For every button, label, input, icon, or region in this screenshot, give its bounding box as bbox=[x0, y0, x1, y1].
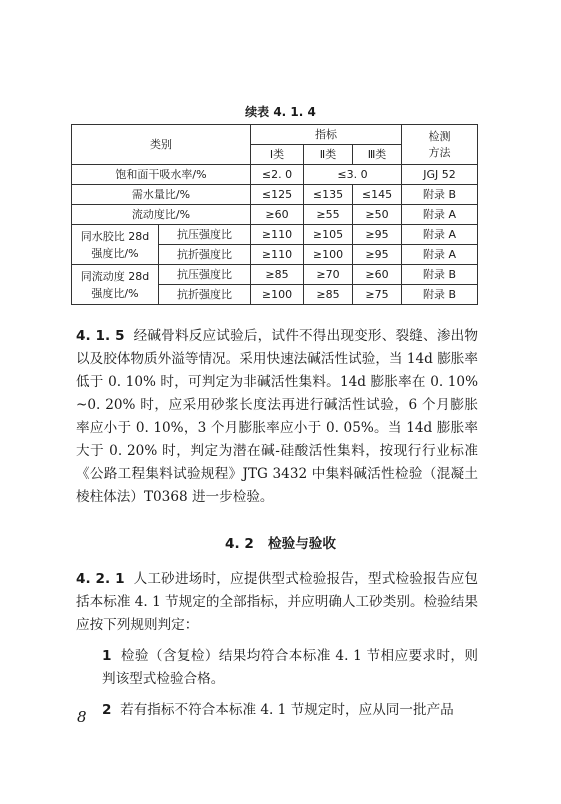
header-method-text: 检测 方法 bbox=[428, 129, 451, 159]
clause-text: 经碱骨料反应试验后，试件不得出现变形、裂缝、渗出物以及胶体物质外溢等情况。采用快速法碱活性试验，当 14d 膨胀率低于 0. 10% 时，可判定为非碱活性集料。14d 膨胀率在 0. 10% ~0. 20% 时，应采用砂浆长度法再进行碱活性试验，6 个月膨胀率应小于 0. 10%，3 个月膨胀率应小于 0. 05%。当 14d 膨胀率大于 0. 20% 时，判定为潜在碱-硅酸活性集料，按现行行业标准《公路工程集料试验规程》JTG 3432 中集料碱活性检验（混凝土棱柱体法）T0368 进一步检验。 bbox=[76, 328, 479, 505]
row-sublabel: 抗压强度比 bbox=[159, 225, 251, 245]
row-label: 流动度比/% bbox=[72, 205, 251, 225]
header-method bbox=[402, 125, 478, 165]
item-number: 2 bbox=[102, 702, 112, 718]
cell-class-3: ≥95 bbox=[353, 225, 402, 245]
cell-class-3: ≥50 bbox=[353, 205, 402, 225]
section-number: 4. 2 bbox=[225, 536, 254, 552]
list-item bbox=[76, 699, 478, 722]
table-caption: 续表 4. 1. 4 bbox=[245, 105, 316, 119]
cell-class-2: ≥100 bbox=[304, 245, 353, 265]
cell-class-2-3: ≤3. 0 bbox=[304, 165, 402, 185]
cell-method: 附录 A bbox=[402, 205, 478, 225]
cell-method: 附录 A bbox=[402, 245, 478, 265]
item-text: 检验（含复检）结果均符合本标准 4. 1 节相应要求时，则判该型式检验合格。 bbox=[102, 648, 478, 687]
cell-class-1: ≥110 bbox=[251, 245, 304, 265]
cell-method: 附录 B bbox=[402, 265, 478, 285]
cell-class-1: ≤125 bbox=[251, 185, 304, 205]
header-indicator: 指标 bbox=[251, 125, 402, 145]
cell-class-1: ≤2. 0 bbox=[251, 165, 304, 185]
row-label: 饱和面干吸水率/% bbox=[72, 165, 251, 185]
cell-class-1: ≥110 bbox=[251, 225, 304, 245]
cell-class-2: ≥55 bbox=[304, 205, 353, 225]
spec-table bbox=[71, 124, 478, 305]
table-row bbox=[72, 205, 478, 225]
header-category: 类别 bbox=[72, 125, 251, 165]
header-class-3: Ⅲ类 bbox=[353, 145, 402, 165]
row-label: 需水量比/% bbox=[72, 185, 251, 205]
row-sublabel: 抗压强度比 bbox=[159, 265, 251, 285]
group-label-text: 同流动度 28d 强度比/% bbox=[80, 269, 150, 300]
section-title: 检验与验收 bbox=[268, 536, 336, 552]
cell-method: 附录 A bbox=[402, 225, 478, 245]
header-class-1: Ⅰ类 bbox=[251, 145, 304, 165]
page-number: 8 bbox=[77, 708, 87, 726]
cell-class-1: ≥85 bbox=[251, 265, 304, 285]
cell-method: 附录 B bbox=[402, 185, 478, 205]
clause-4-2-1 bbox=[76, 568, 478, 722]
cell-class-3: ≥95 bbox=[353, 245, 402, 265]
row-sublabel: 抗折强度比 bbox=[159, 285, 251, 305]
cell-class-3: ≥60 bbox=[353, 265, 402, 285]
row-sublabel: 抗折强度比 bbox=[159, 245, 251, 265]
clause-4-1-5 bbox=[76, 325, 478, 509]
table-row bbox=[72, 225, 478, 245]
cell-class-2: ≥70 bbox=[304, 265, 353, 285]
cell-method: 附录 B bbox=[402, 285, 478, 305]
cell-class-3: ≥75 bbox=[353, 285, 402, 305]
item-number: 1 bbox=[102, 648, 112, 664]
group-label bbox=[72, 225, 159, 265]
list-item bbox=[76, 645, 478, 691]
cell-class-1: ≥60 bbox=[251, 205, 304, 225]
clause-text: 人工砂进场时，应提供型式检验报告，型式检验报告应包括本标准 4. 1 节规定的全部指标，并应明确人工砂类别。检验结果应按下列规则判定： bbox=[76, 571, 479, 633]
group-label-text: 同水胶比 28d 强度比/% bbox=[80, 229, 150, 260]
header-class-2: Ⅱ类 bbox=[304, 145, 353, 165]
cell-method: JGJ 52 bbox=[402, 165, 478, 185]
cell-class-2: ≤135 bbox=[304, 185, 353, 205]
clause-number: 4. 2. 1 bbox=[76, 571, 125, 587]
group-label bbox=[72, 265, 159, 305]
section-heading bbox=[0, 532, 561, 552]
table-row bbox=[72, 185, 478, 205]
cell-class-2: ≥105 bbox=[304, 225, 353, 245]
item-text: 若有指标不符合本标准 4. 1 节规定时，应从同一批产品 bbox=[120, 702, 454, 718]
cell-class-1: ≥100 bbox=[251, 285, 304, 305]
cell-class-2: ≥85 bbox=[304, 285, 353, 305]
table-row bbox=[72, 265, 478, 285]
cell-class-3: ≤145 bbox=[353, 185, 402, 205]
clause-number: 4. 1. 5 bbox=[76, 328, 125, 344]
table-row bbox=[72, 165, 478, 185]
